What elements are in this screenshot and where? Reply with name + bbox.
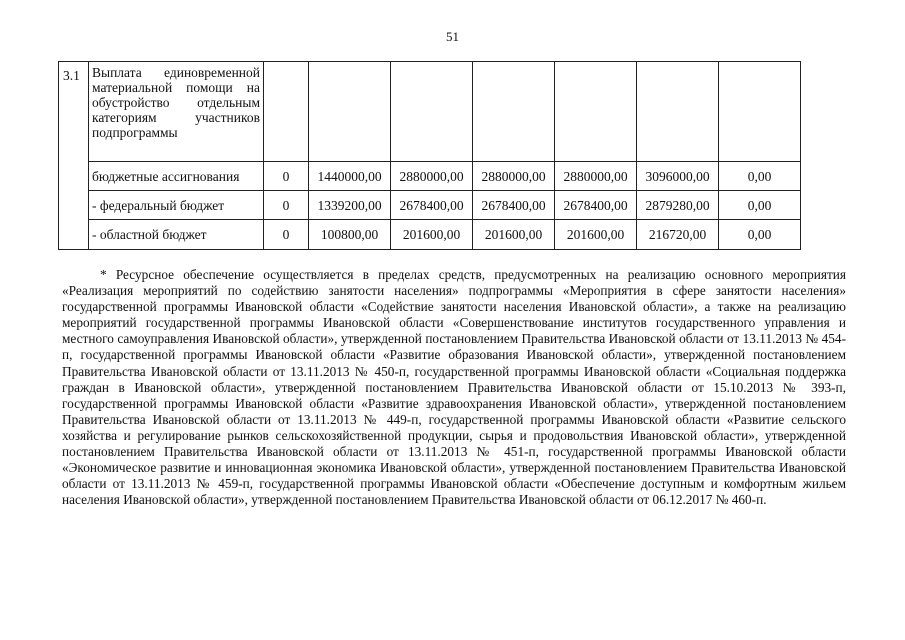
value-cell: 3096000,00 xyxy=(637,162,719,191)
value-cell: 2879280,00 xyxy=(637,191,719,220)
activity-name-cell: Выплата единовременной материальной помощи на обустройство отдельным категориям участников подпрограммы xyxy=(89,62,264,162)
table-row xyxy=(59,191,801,220)
empty-cell xyxy=(391,62,473,162)
empty-cell xyxy=(264,62,309,162)
empty-cell xyxy=(719,62,801,162)
empty-cell xyxy=(637,62,719,162)
value-cell: 2880000,00 xyxy=(473,162,555,191)
row-label: - областной бюджет xyxy=(89,220,264,250)
value-cell: 0 xyxy=(264,220,309,250)
value-cell: 201600,00 xyxy=(555,220,637,250)
empty-cell xyxy=(555,62,637,162)
value-cell: 216720,00 xyxy=(637,220,719,250)
footnote-text: * Ресурсное обеспечение осуществляется в пределах средств, предусмотренных на реализацию основного мероприятия «Реализация мероприятий по содействию занятости населения» подпрограммы «Мероприятия в сфере занятости населения» государственной программы Ивановской области «Содействие занятости населения Ивановской области», а также на реализацию мероприятий государственной программы Ивановской области «Совершенствование институтов государственного управления и местного самоуправления Ивановской области», утвержденной постановлением Правительства Ивановской области от 13.11.2013 № 454-п, государственной программы Ивановской области «Развитие образования Ивановской области», утвержденной постановлением Правительства Ивановской области от 13.11.2013 № 450-п, государственной программы Ивановской области «Социальная поддержка граждан в Ивановской области», утвержденной постановлением Правительства Ивановской области от 15.10.2013 № 393-п, государственной программы Ивановской области «Развитие здравоохранения Ивановской области», утвержденной постановлением Правительства Ивановской области от 13.11.2013 № 449-п, государственной программы Ивановской области «Развитие сельского хозяйства и регулирование рынков сельскохозяйственной продукции, сырья и продовольствия Ивановской области», утвержденной постановлением Правительства Ивановской области от 13.11.2013 № 451-п, государственной программы Ивановской области «Экономическое развитие и инновационная экономика Ивановской области», утвержденной постановлением Правительства Ивановской области от 13.11.2013 № 459-п, государственной программы Ивановской области «Обеспечение доступным и комфортным жильем населения Ивановской области», утвержденной постановлением Правительства Ивановской области от 06.12.2017 № 460-п. xyxy=(62,267,846,508)
row-number-cell: 3.1 xyxy=(59,62,89,250)
value-cell: 0,00 xyxy=(719,162,801,191)
value-cell: 0 xyxy=(264,162,309,191)
value-cell: 2678400,00 xyxy=(473,191,555,220)
value-cell: 1440000,00 xyxy=(309,162,391,191)
value-cell: 2678400,00 xyxy=(391,191,473,220)
value-cell: 1339200,00 xyxy=(309,191,391,220)
value-cell: 0,00 xyxy=(719,220,801,250)
row-label: - федеральный бюджет xyxy=(89,191,264,220)
empty-cell xyxy=(473,62,555,162)
page-number: 51 xyxy=(446,29,459,44)
empty-cell xyxy=(309,62,391,162)
value-cell: 2880000,00 xyxy=(391,162,473,191)
table-row xyxy=(59,220,801,250)
resource-table xyxy=(58,61,801,250)
value-cell: 0,00 xyxy=(719,191,801,220)
value-cell: 0 xyxy=(264,191,309,220)
row-label: бюджетные ассигнования xyxy=(89,162,264,191)
value-cell: 100800,00 xyxy=(309,220,391,250)
table-row xyxy=(59,162,801,191)
value-cell: 201600,00 xyxy=(391,220,473,250)
value-cell: 201600,00 xyxy=(473,220,555,250)
table-header-row xyxy=(59,62,801,162)
value-cell: 2880000,00 xyxy=(555,162,637,191)
value-cell: 2678400,00 xyxy=(555,191,637,220)
